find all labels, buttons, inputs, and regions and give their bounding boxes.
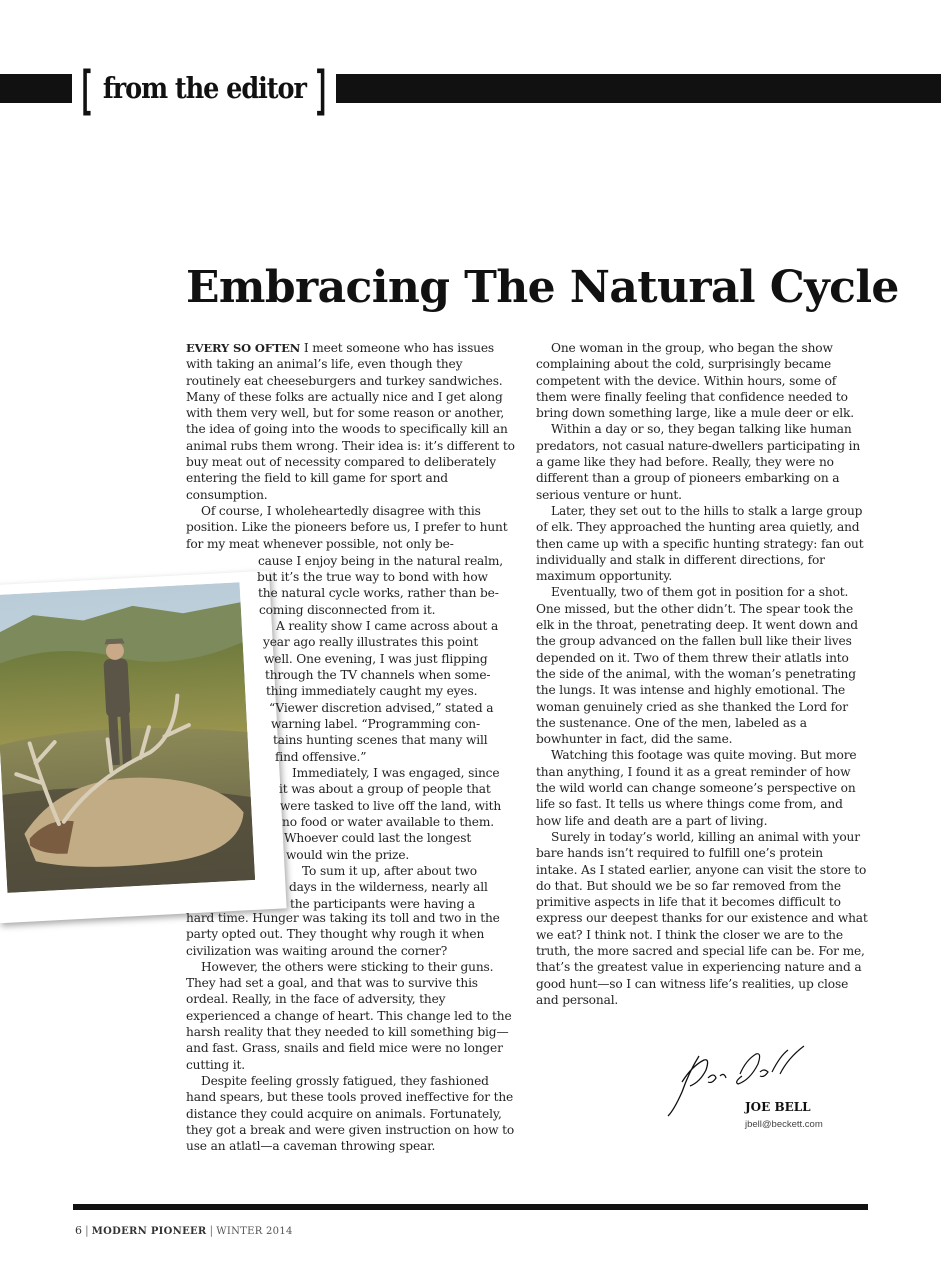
text-line: tains hunting scenes that many will xyxy=(273,733,488,747)
text-line: through the TV channels when some- xyxy=(265,668,491,682)
text-line: Immediately, I was engaged, since xyxy=(292,766,500,780)
paragraph: EVERY SO OFTEN I meet someone who has issues with taking an animal’s life, even though they routinely eat cheeseburgers and turkey sandwiches. Many of these folks are actually nice and I get along with them very well, but for some reason or another, the idea of going into the woods to specifically kill an animal rubs them wrong. Their idea is: it’s different to buy meat out of necessity compared to deliberately entering the field to kill game for sport and consumption. xyxy=(186,341,515,502)
column-2 xyxy=(536,340,868,1008)
paragraph: Watching this footage was quite moving. But more than anything, I found it as a great reminder of how the wild world can change someone’s perspective on life so fast. It tells us where things come from, and how life and death are a part of living. xyxy=(536,748,857,828)
text-line: the natural cycle works, rather than be- xyxy=(258,586,499,600)
paragraph: Eventually, two of them got in position for a shot. One missed, but the other didn’t. The spear took the elk in the throat, penetrating deep. It went down and the group advanced on the fallen bull like their lives depended on it. Two of them threw their atlatls into the side of the animal, with the woman’s penetrating the lungs. It was intense and highly emotional. The woman genuinely cried as she thanked the Lord for the sustenance. One of the men, labeled as a bowhunter in fact, did the same. xyxy=(536,585,858,747)
lead-in: EVERY SO OFTEN xyxy=(186,341,301,355)
paragraph: One woman in the group, who began the show complaining about the cold, surprisingly became competent with the device. Within hours, some of them were finally feeling that confidence needed to bring down something large, like a mule deer or elk. xyxy=(536,341,854,421)
section-label-text: from the editor xyxy=(102,71,306,105)
page-folio xyxy=(75,1224,293,1237)
text-line: warning label. “Programming con- xyxy=(271,717,480,731)
paragraph: hard time. Hunger was taking its toll and two in the party opted out. They thought why rough it when civilization was waiting around the corner? xyxy=(186,911,500,958)
elk-hunt-photo xyxy=(0,571,287,924)
text-line: thing immediately caught my eyes. xyxy=(266,684,478,698)
text-line: To sum it up, after about two xyxy=(302,864,477,878)
section-label xyxy=(72,60,336,116)
column-1-top xyxy=(186,340,516,552)
paragraph: Later, they set out to the hills to stalk a large group of elk. They approached the hunting area quietly, and then came up with a specific hunting strategy: fan out individually and stalk in different directions, for maximum opportunity. xyxy=(536,503,864,584)
issue-date: WINTER 2014 xyxy=(216,1226,293,1237)
text-line: were tasked to live off the land, with xyxy=(280,799,502,813)
text-line: cause I enjoy being in the natural realm, xyxy=(258,554,504,568)
paragraph: Surely in today’s world, killing an animal with your bare hands isn’t required to fulfill one’s protein intake. As I stated earlier, anyone can visit the store to do that. But should we be so far removed from the primitive aspects in life that it becomes difficult to express our deepest thanks for our existence and what we eat? I think not. I think the closer we are to the truth, the more sacred and special life can be. For me, that’s the greatest value in experiencing nature and a good hunt—so I can witness life’s realities, up close and personal. xyxy=(536,829,868,1007)
folio-separator: | xyxy=(85,1224,89,1237)
publication-name: MODERN PIONEER xyxy=(91,1226,207,1237)
footer-rule xyxy=(73,1204,868,1210)
text-line: well. One evening, I was just flipping xyxy=(264,652,488,666)
text-line: find offensive.” xyxy=(275,750,367,764)
paragraph: Despite feeling grossly fatigued, they fashioned hand spears, but these tools proved ineffective for the distance they could acquire on animals. Fortunately, they got a break and were given instruction on how to use an atlatl—a caveman throwing spear. xyxy=(186,1073,515,1154)
column-1-bottom xyxy=(186,910,516,1154)
text-line: days in the wilderness, nearly all xyxy=(289,880,488,894)
folio-separator: | xyxy=(209,1224,214,1237)
text-line: it was about a group of people that xyxy=(279,782,491,796)
text-line: coming disconnected from it. xyxy=(259,603,436,617)
text-line: but it’s the true way to bond with how xyxy=(257,570,488,584)
text-line: A reality show I came across about a xyxy=(276,619,499,633)
left-bracket: [ xyxy=(81,60,91,116)
paragraph: Within a day or so, they began talking like human predators, not casual nature-dwellers participating in a game like they had before. Really, they were no different than a group of pioneers embarking on a serious venture or hunt. xyxy=(536,422,861,502)
text-line: no food or water available to them. xyxy=(282,815,494,829)
text-line: would win the prize. xyxy=(286,848,410,862)
text-line: the participants were having a xyxy=(290,897,475,911)
author-email: jbell@beckett.com xyxy=(745,1119,823,1130)
paragraph: However, the others were sticking to their guns. They had set a goal, and that was to survive this ordeal. Really, in the face of adversity, they experienced a change of heart. This change led to the harsh reality that they needed to kill something big—and fast. Grass, snails and field mice were no longer cutting it. xyxy=(186,959,512,1072)
article-title: Embracing The Natural Cycle xyxy=(186,262,899,313)
text-line: Whoever could last the longest xyxy=(284,831,472,845)
text-line: year ago really illustrates this point xyxy=(263,635,479,649)
paragraph: Of course, I wholeheartedly disagree with this position. Like the pioneers before us, I prefer to hunt for my meat whenever possible, not only be- xyxy=(186,503,508,551)
text-line: “Viewer discretion advised,” stated a xyxy=(269,701,494,715)
author-name: JOE BELL xyxy=(745,1100,811,1114)
page-number: 6 xyxy=(75,1224,82,1237)
right-bracket: ] xyxy=(317,60,327,116)
photo-image xyxy=(0,582,255,893)
